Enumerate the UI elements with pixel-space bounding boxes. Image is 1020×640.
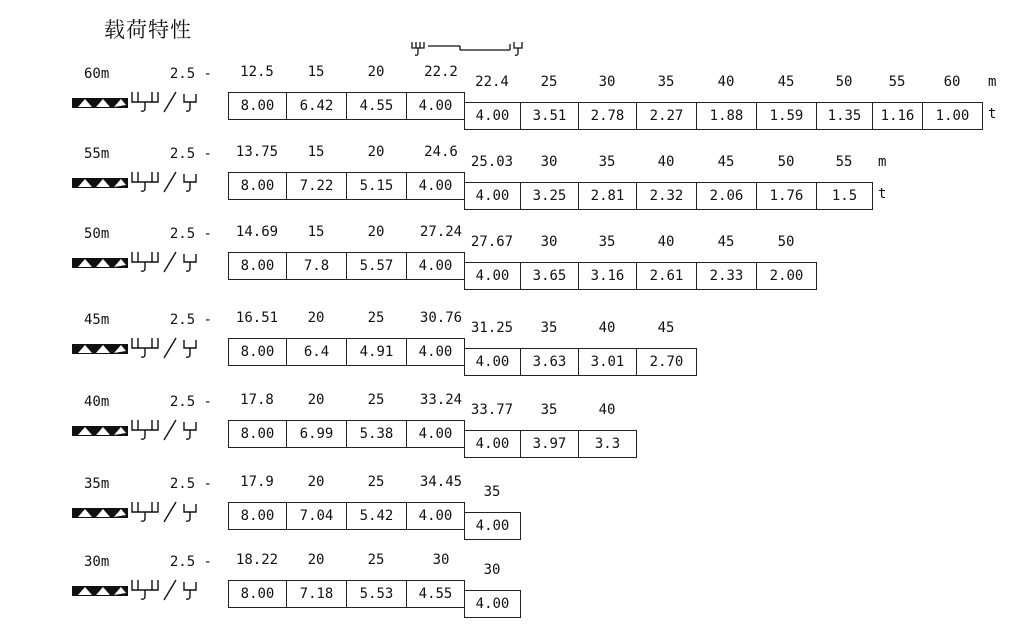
radius-label: 33.77 [470,402,514,418]
min-radius: 2.5 - [169,476,212,492]
load-chart-row [0,142,1020,220]
load-cell: 2.33 [696,262,757,290]
radius-label: 15 [307,224,325,240]
boom-length: 50m [84,226,110,242]
radius-label: 45 [717,154,735,170]
radius-label: 40 [657,154,675,170]
load-cell: 6.99 [286,420,347,448]
radius-label: 30 [540,154,558,170]
load-cell: 1.5 [816,182,873,210]
jib-hook-icon [72,166,212,196]
radius-label: 35 [540,320,558,336]
radius-label: 18.22 [235,552,279,568]
load-cell: 3.25 [520,182,579,210]
radius-label: 40 [717,74,735,90]
load-cell: 2.81 [578,182,637,210]
load-cell: 4.00 [464,430,521,458]
load-cell: 5.57 [346,252,407,280]
radius-label: 13.75 [235,144,279,160]
load-cell: 4.00 [464,512,521,540]
load-cell: 5.38 [346,420,407,448]
load-cell: 5.42 [346,502,407,530]
radius-label: 34.45 [419,474,463,490]
radius-label: 20 [307,310,325,326]
radius-label: 35 [657,74,675,90]
jib-hook-icon [72,86,212,116]
radius-label: 60 [943,74,961,90]
radius-label: 20 [307,392,325,408]
load-cell: 4.00 [464,262,521,290]
boom-length: 30m [84,554,110,570]
radius-label: 20 [307,474,325,490]
load-cell: 4.00 [464,590,521,618]
radius-label: 14.69 [235,224,279,240]
load-cell: 3.16 [578,262,637,290]
radius-label: 16.51 [235,310,279,326]
radius-label: 40 [598,402,616,418]
load-cell: 7.04 [286,502,347,530]
load-cell: 3.63 [520,348,579,376]
load-cell: 3.01 [578,348,637,376]
load-chart-row [0,390,1020,468]
load-cell: 8.00 [228,338,287,366]
radius-label: 25 [367,392,385,408]
load-chart-row [0,308,1020,386]
radius-label: 15 [307,144,325,160]
radius-label: 40 [598,320,616,336]
boom-length: 55m [84,146,110,162]
load-cell: 4.00 [406,172,465,200]
radius-label: 55 [835,154,853,170]
radius-label: 17.9 [240,474,274,490]
load-cell: 4.00 [406,252,465,280]
radius-label: 30 [483,562,501,578]
load-cell: 8.00 [228,580,287,608]
radius-label: 30 [432,552,450,568]
radius-label: 12.5 [240,64,274,80]
load-cell: 8.00 [228,420,287,448]
load-cell: 3.51 [520,102,579,130]
radius-label: 55 [888,74,906,90]
load-cell: 2.27 [636,102,697,130]
load-cell: 1.00 [922,102,983,130]
load-cell: 4.00 [464,182,521,210]
radius-label: 45 [657,320,675,336]
load-cell: 4.00 [464,348,521,376]
radius-label: 35 [598,234,616,250]
radius-label: 27.24 [419,224,463,240]
load-cell: 5.15 [346,172,407,200]
load-cell: 7.8 [286,252,347,280]
load-cell: 3.65 [520,262,579,290]
jib-hook-icon [72,574,212,604]
radius-label: 50 [777,234,795,250]
min-radius: 2.5 - [169,394,212,410]
load-cell: 2.06 [696,182,757,210]
radius-label: 30 [540,234,558,250]
load-cell: 8.00 [228,172,287,200]
load-cell: 1.35 [816,102,873,130]
radius-label: 33.24 [419,392,463,408]
radius-label: 20 [367,224,385,240]
load-unit: t [988,106,997,122]
min-radius: 2.5 - [169,554,212,570]
radius-label: 50 [835,74,853,90]
radius-label: 25 [367,474,385,490]
load-cell: 2.00 [756,262,817,290]
load-cell: 5.53 [346,580,407,608]
load-cell: 4.00 [464,102,521,130]
boom-length: 35m [84,476,110,492]
radius-label: 20 [307,552,325,568]
min-radius: 2.5 - [169,146,212,162]
load-cell: 2.32 [636,182,697,210]
radius-label: 27.67 [470,234,514,250]
jib-hook-icon [72,332,212,362]
load-cell: 2.78 [578,102,637,130]
radius-label: 24.6 [424,144,458,160]
load-cell: 4.55 [406,580,465,608]
load-cell: 6.42 [286,92,347,120]
radius-label: 25 [367,310,385,326]
radius-label: 25.03 [470,154,514,170]
load-cell: 1.88 [696,102,757,130]
min-radius: 2.5 - [169,312,212,328]
min-radius: 2.5 - [169,66,212,82]
radius-label: 35 [598,154,616,170]
radius-label: 40 [657,234,675,250]
load-cell: 8.00 [228,502,287,530]
boom-length: 40m [84,394,110,410]
load-cell: 4.00 [406,502,465,530]
radius-label: 15 [307,64,325,80]
load-chart-row [0,222,1020,300]
radius-label: 45 [777,74,795,90]
load-cell: 8.00 [228,252,287,280]
load-cell: 4.55 [346,92,407,120]
jib-hook-icon [72,496,212,526]
load-cell: 4.91 [346,338,407,366]
jib-hook-icon [72,246,212,276]
load-cell: 4.00 [406,92,465,120]
load-cell: 6.4 [286,338,347,366]
boom-length: 60m [84,66,110,82]
radius-label: 35 [540,402,558,418]
load-cell: 2.61 [636,262,697,290]
load-cell: 7.22 [286,172,347,200]
radius-unit: m [988,74,997,90]
radius-label: 17.8 [240,392,274,408]
radius-label: 25 [367,552,385,568]
radius-label: 20 [367,144,385,160]
min-radius: 2.5 - [169,226,212,242]
radius-label: 30.76 [419,310,463,326]
radius-label: 20 [367,64,385,80]
load-cell: 3.3 [578,430,637,458]
load-cell: 8.00 [228,92,287,120]
radius-label: 35 [483,484,501,500]
load-cell: 4.00 [406,338,465,366]
load-unit: t [878,186,887,202]
radius-label: 22.2 [424,64,458,80]
radius-label: 22.4 [475,74,509,90]
radius-label: 31.25 [470,320,514,336]
radius-unit: m [878,154,887,170]
boom-length: 45m [84,312,110,328]
radius-label: 50 [777,154,795,170]
load-cell: 3.97 [520,430,579,458]
jib-hook-icon [72,414,212,444]
radius-label: 30 [598,74,616,90]
load-chart-row [0,550,1020,628]
load-cell: 1.76 [756,182,817,210]
load-cell: 2.70 [636,348,697,376]
trolley-legend-icon [410,38,530,60]
page-title: 载荷特性 [104,18,192,42]
load-chart-row [0,472,1020,550]
load-chart-row [0,62,1020,140]
load-cell: 7.18 [286,580,347,608]
radius-label: 45 [717,234,735,250]
load-cell: 4.00 [406,420,465,448]
load-cell: 1.59 [756,102,817,130]
radius-label: 25 [540,74,558,90]
load-cell: 1.16 [872,102,923,130]
